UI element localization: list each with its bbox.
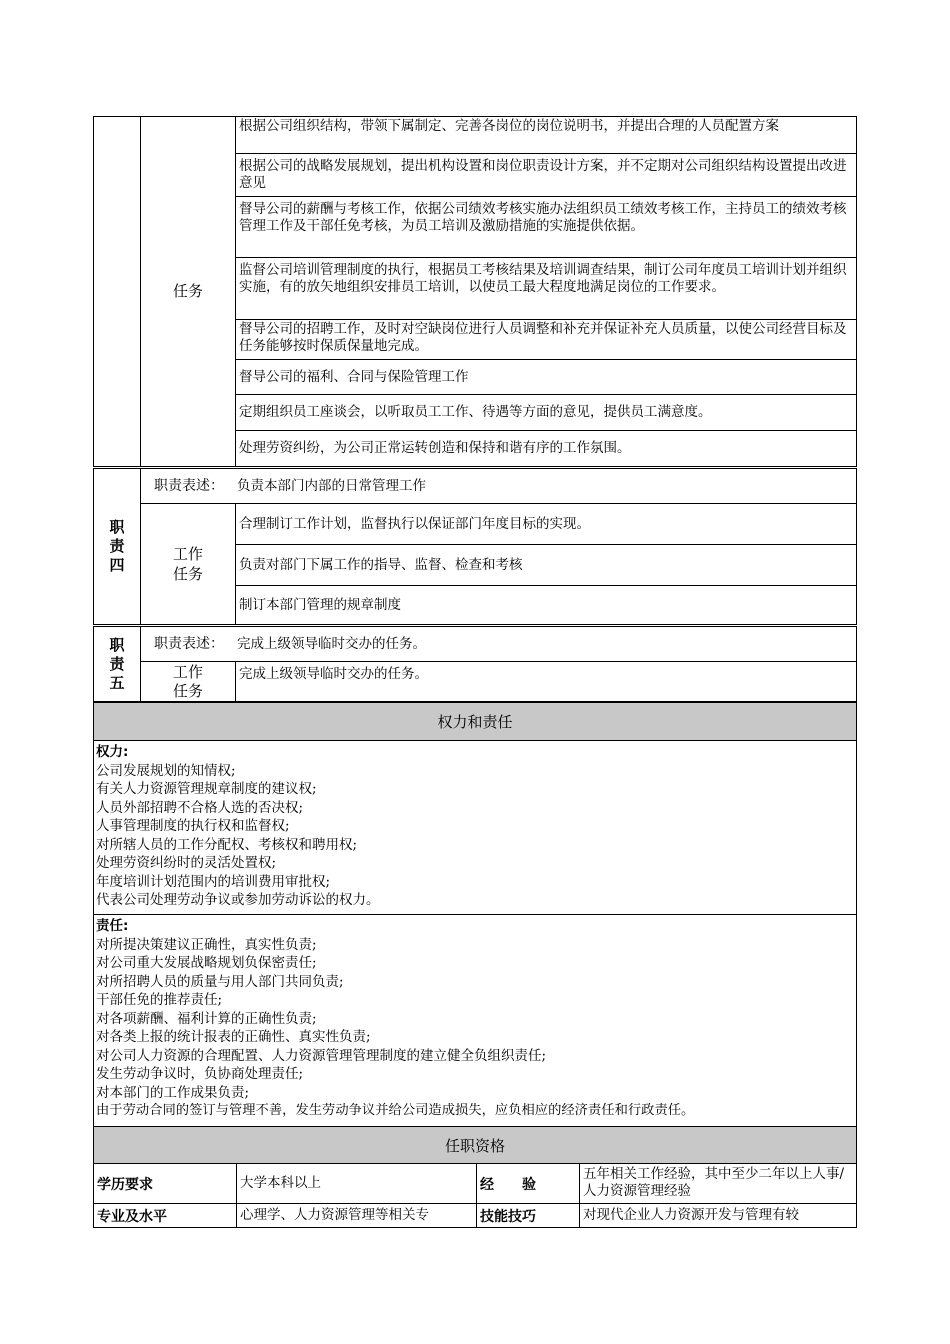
- duty4-desc-label: 职责表述：: [154, 477, 224, 494]
- duty4-task-label: 工作任务: [140, 503, 236, 625]
- duty4-desc-row: [140, 468, 857, 504]
- power-item: 年度培训计划范围内的培训费用审批权;: [96, 873, 331, 890]
- skills-label: 技能技巧: [476, 1203, 580, 1228]
- duty3-label-cell: [93, 116, 141, 467]
- responsibility-item: 对所招聘人员的质量与用人部门共同负责;: [96, 973, 344, 990]
- duty5-task-1: 完成上级领导临时交办的任务。: [235, 661, 857, 702]
- education-value: 大学本科以上: [236, 1163, 477, 1204]
- duty4-desc: 负责本部门内部的日常管理工作: [237, 477, 426, 494]
- responsibility-item: 发生劳动争议时，负协商处理责任;: [96, 1066, 304, 1082]
- power-item: 人员外部招聘不合格人选的否决权;: [96, 799, 304, 816]
- responsibility-heading: 责任:: [96, 918, 129, 934]
- education-label: 学历要求: [93, 1163, 237, 1204]
- responsibility-item: 对所提决策建议正确性，真实性负责;: [96, 936, 317, 953]
- experience-label: 经 验: [476, 1163, 580, 1204]
- responsibility-item: 干部任免的推荐责任;: [96, 992, 223, 1008]
- responsibility-item: 对公司重大发展战略规划负保密责任;: [96, 955, 317, 971]
- major-value: 心理学、人力资源管理等相关专: [236, 1203, 477, 1228]
- duty4-label: 职责四: [93, 468, 141, 625]
- power-item: 有关人力资源管理规章制度的建议权;: [96, 781, 317, 797]
- major-label: 专业及水平: [93, 1203, 237, 1228]
- skills-value: 对现代企业人力资源开发与管理有较: [579, 1203, 857, 1228]
- responsibility-item: 对本部门的工作成果负责;: [96, 1084, 250, 1101]
- duty4-task-3: 制订本部门管理的规章制度: [235, 585, 857, 625]
- duty3-task-2: 根据公司的战略发展规划，提出机构设置和岗位职责设计方案，并不定期对公司组织结构设置提出改进意见: [235, 153, 857, 197]
- qualification-title: 任职资格: [93, 1126, 857, 1164]
- responsibility-item: 对各类上报的统计报表的正确性、真实性负责;: [96, 1029, 371, 1045]
- duty4-task-1: 合理制订工作计划，监督执行以保证部门年度目标的实现。: [235, 503, 857, 545]
- responsibility-list: [93, 914, 857, 1127]
- power-item: 对所辖人员的工作分配权、考核权和聘用权;: [96, 836, 358, 853]
- duty5-desc-label: 职责表述：: [154, 635, 224, 652]
- power-item: 公司发展规划的知情权;: [96, 762, 236, 779]
- duty5-block: [93, 626, 857, 702]
- duty3-task-7: 定期组织员工座谈会，以听取员工工作、待遇等方面的意见，提供员工满意度。: [235, 394, 857, 431]
- power-item: 人事管理制度的执行权和监督权;: [96, 818, 290, 834]
- experience-value: 五年相关工作经验，其中至少二年以上人事/人力资源管理经验: [579, 1163, 857, 1204]
- duty3-task-label: 任务: [140, 116, 236, 467]
- power-heading: 权力:: [96, 744, 129, 760]
- duty3-task-1: 根据公司组织结构，带领下属制定、完善各岗位的岗位说明书，并提出合理的人员配置方案: [235, 116, 857, 154]
- responsibility-item: 对公司人力资源的合理配置、人力资源管理管理制度的建立健全负组织责任;: [96, 1047, 547, 1064]
- duty5-label: 职责五: [93, 626, 141, 702]
- responsibility-item: 对各项薪酬、福利计算的正确性负责;: [96, 1010, 317, 1027]
- duty4-task-2: 负责对部门下属工作的指导、监督、检查和考核: [235, 544, 857, 586]
- duty3-task-3: 督导公司的薪酬与考核工作，依据公司绩效考核实施办法组织员工绩效考核工作，主持员工的绩效考核管理工作及干部任免考核，为员工培训及激励措施的实施提供依据。: [235, 196, 857, 258]
- duty3-task-6: 督导公司的福利、合同与保险管理工作: [235, 359, 857, 395]
- power-item: 处理劳资纠纷时的灵活处置权;: [96, 855, 277, 871]
- duty5-desc-row: [140, 626, 857, 662]
- responsibility-item: 由于劳动合同的签订与管理不善，发生劳动争议并给公司造成损失，应负相应的经济责任和行政责任。: [96, 1103, 695, 1118]
- duty3-block: [93, 116, 857, 467]
- power-item: 代表公司处理劳动争议或参加劳动诉讼的权力。: [96, 892, 380, 908]
- duty5-task-label: 工作任务: [140, 661, 236, 702]
- power-list: [93, 740, 857, 915]
- power-section-title: 权力和责任: [93, 702, 857, 741]
- duty3-task-8: 处理劳资纠纷，为公司正常运转创造和保持和谐有序的工作氛围。: [235, 430, 857, 467]
- duty5-desc: 完成上级领导临时交办的任务。: [237, 635, 426, 652]
- duty3-task-5: 督导公司的招聘工作，及时对空缺岗位进行人员调整和补充并保证补充人员质量，以使公司经营目标及任务能够按时保质保量地完成。: [235, 319, 857, 360]
- duty4-block: [93, 468, 857, 625]
- duty3-task-4: 监督公司培训管理制度的执行，根据员工考核结果及培训调查结果，制订公司年度员工培训计划并组织实施，有的放矢地组织安排员工培训，以使员工最大程度地满足岗位的工作要求。: [235, 257, 857, 320]
